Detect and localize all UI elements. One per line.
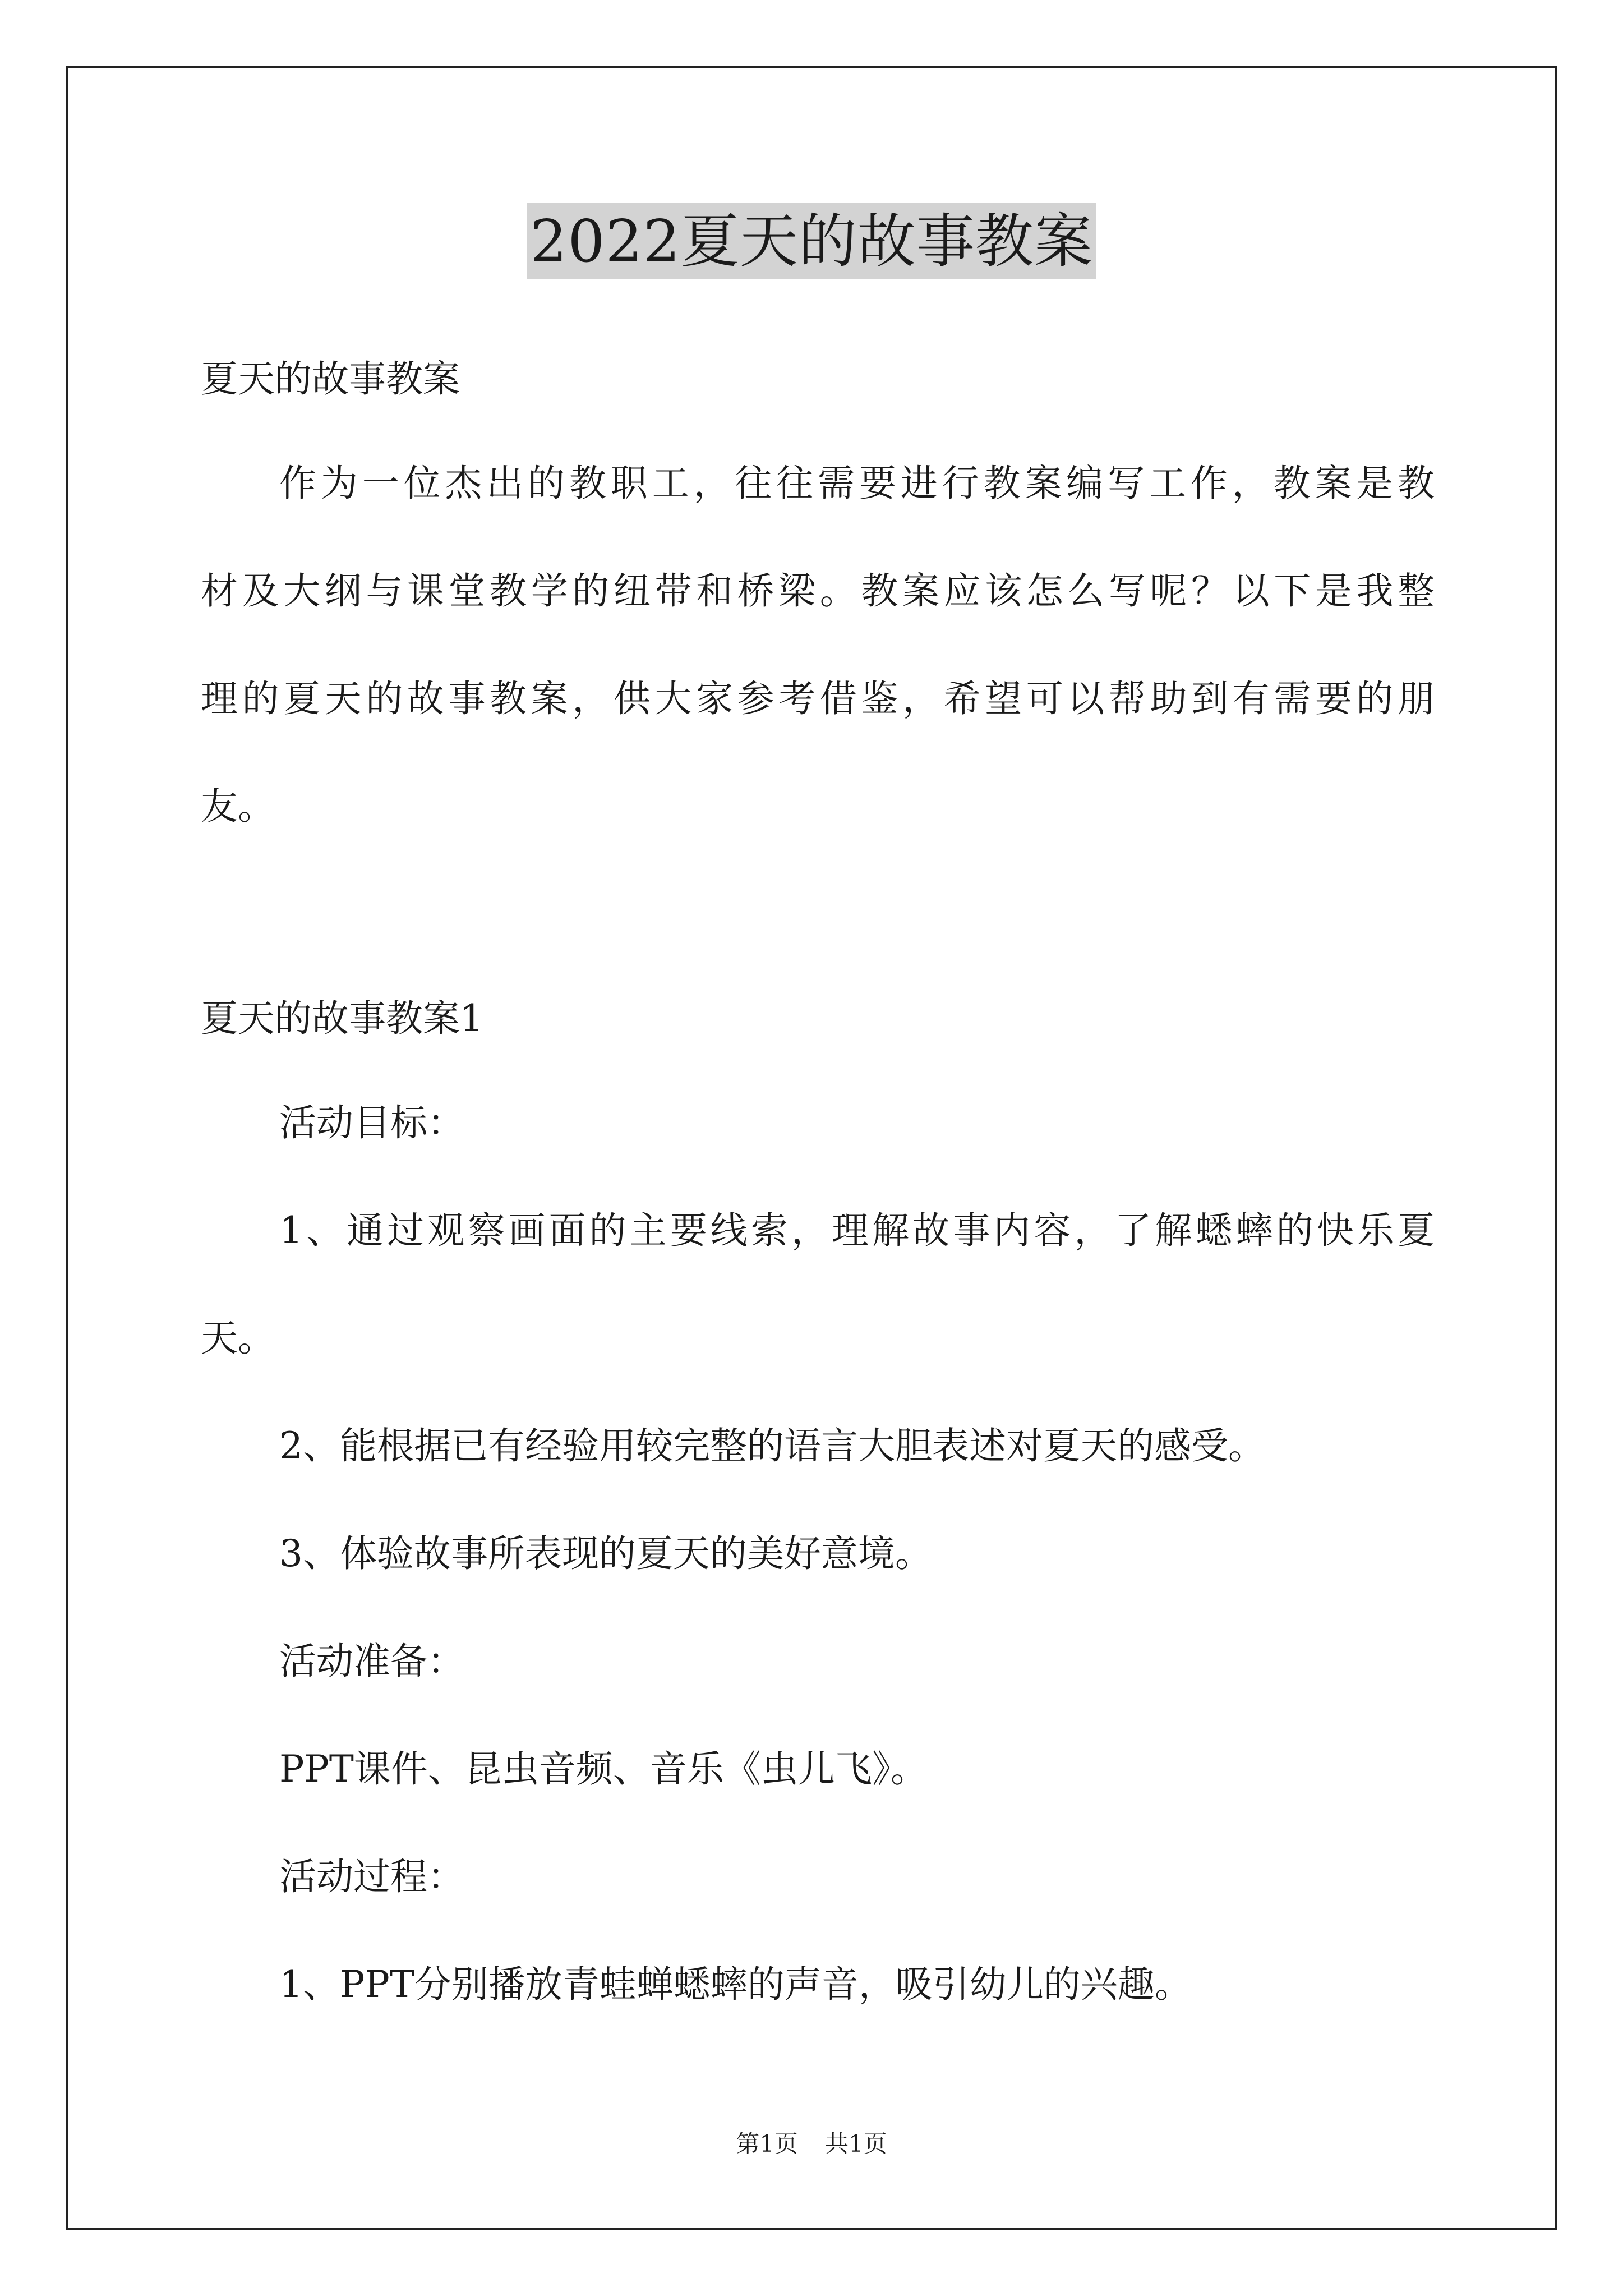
intro-line-3: 理的夏天的故事教案，供大家参考借鉴，希望可以帮助到有需要的朋 bbox=[201, 677, 1435, 720]
process-label: 活动过程： bbox=[279, 1855, 464, 1898]
section-heading: 夏天的故事教案1 bbox=[201, 997, 483, 1040]
page-number-current: 第1页 bbox=[736, 2130, 798, 2157]
goal-2: 2、能根据已有经验用较完整的语言大胆表述对夏天的感受。 bbox=[279, 1424, 1265, 1467]
goal-1-line-1: 1、通过观察画面的主要线索，理解故事内容，了解蟋蟀的快乐夏 bbox=[279, 1209, 1435, 1252]
goal-1-line-2: 天。 bbox=[201, 1317, 275, 1360]
document-title: 2022夏天的故事教案 bbox=[527, 203, 1096, 279]
goal-3: 3、体验故事所表现的夏天的美好意境。 bbox=[279, 1532, 932, 1575]
prep-label: 活动准备： bbox=[279, 1640, 464, 1683]
goals-label: 活动目标： bbox=[279, 1101, 464, 1144]
process-step-1: 1、PPT分别播放青蛙蝉蟋蟀的声音，吸引幼儿的兴趣。 bbox=[279, 1963, 1192, 2006]
page-number-total: 共1页 bbox=[825, 2130, 887, 2157]
title-block bbox=[0, 203, 1623, 279]
prep-items: PPT课件、昆虫音频、音乐《虫儿飞》。 bbox=[279, 1747, 928, 1791]
intro-line-2: 材及大纲与课堂教学的纽带和桥梁。教案应该怎么写呢？以下是我整 bbox=[201, 569, 1435, 613]
page-footer bbox=[0, 2129, 1623, 2159]
intro-line-4: 友。 bbox=[201, 785, 275, 828]
intro-line-1: 作为一位杰出的教职工，往往需要进行教案编写工作，教案是教 bbox=[279, 462, 1435, 505]
document-subtitle: 夏天的故事教案 bbox=[201, 357, 460, 401]
